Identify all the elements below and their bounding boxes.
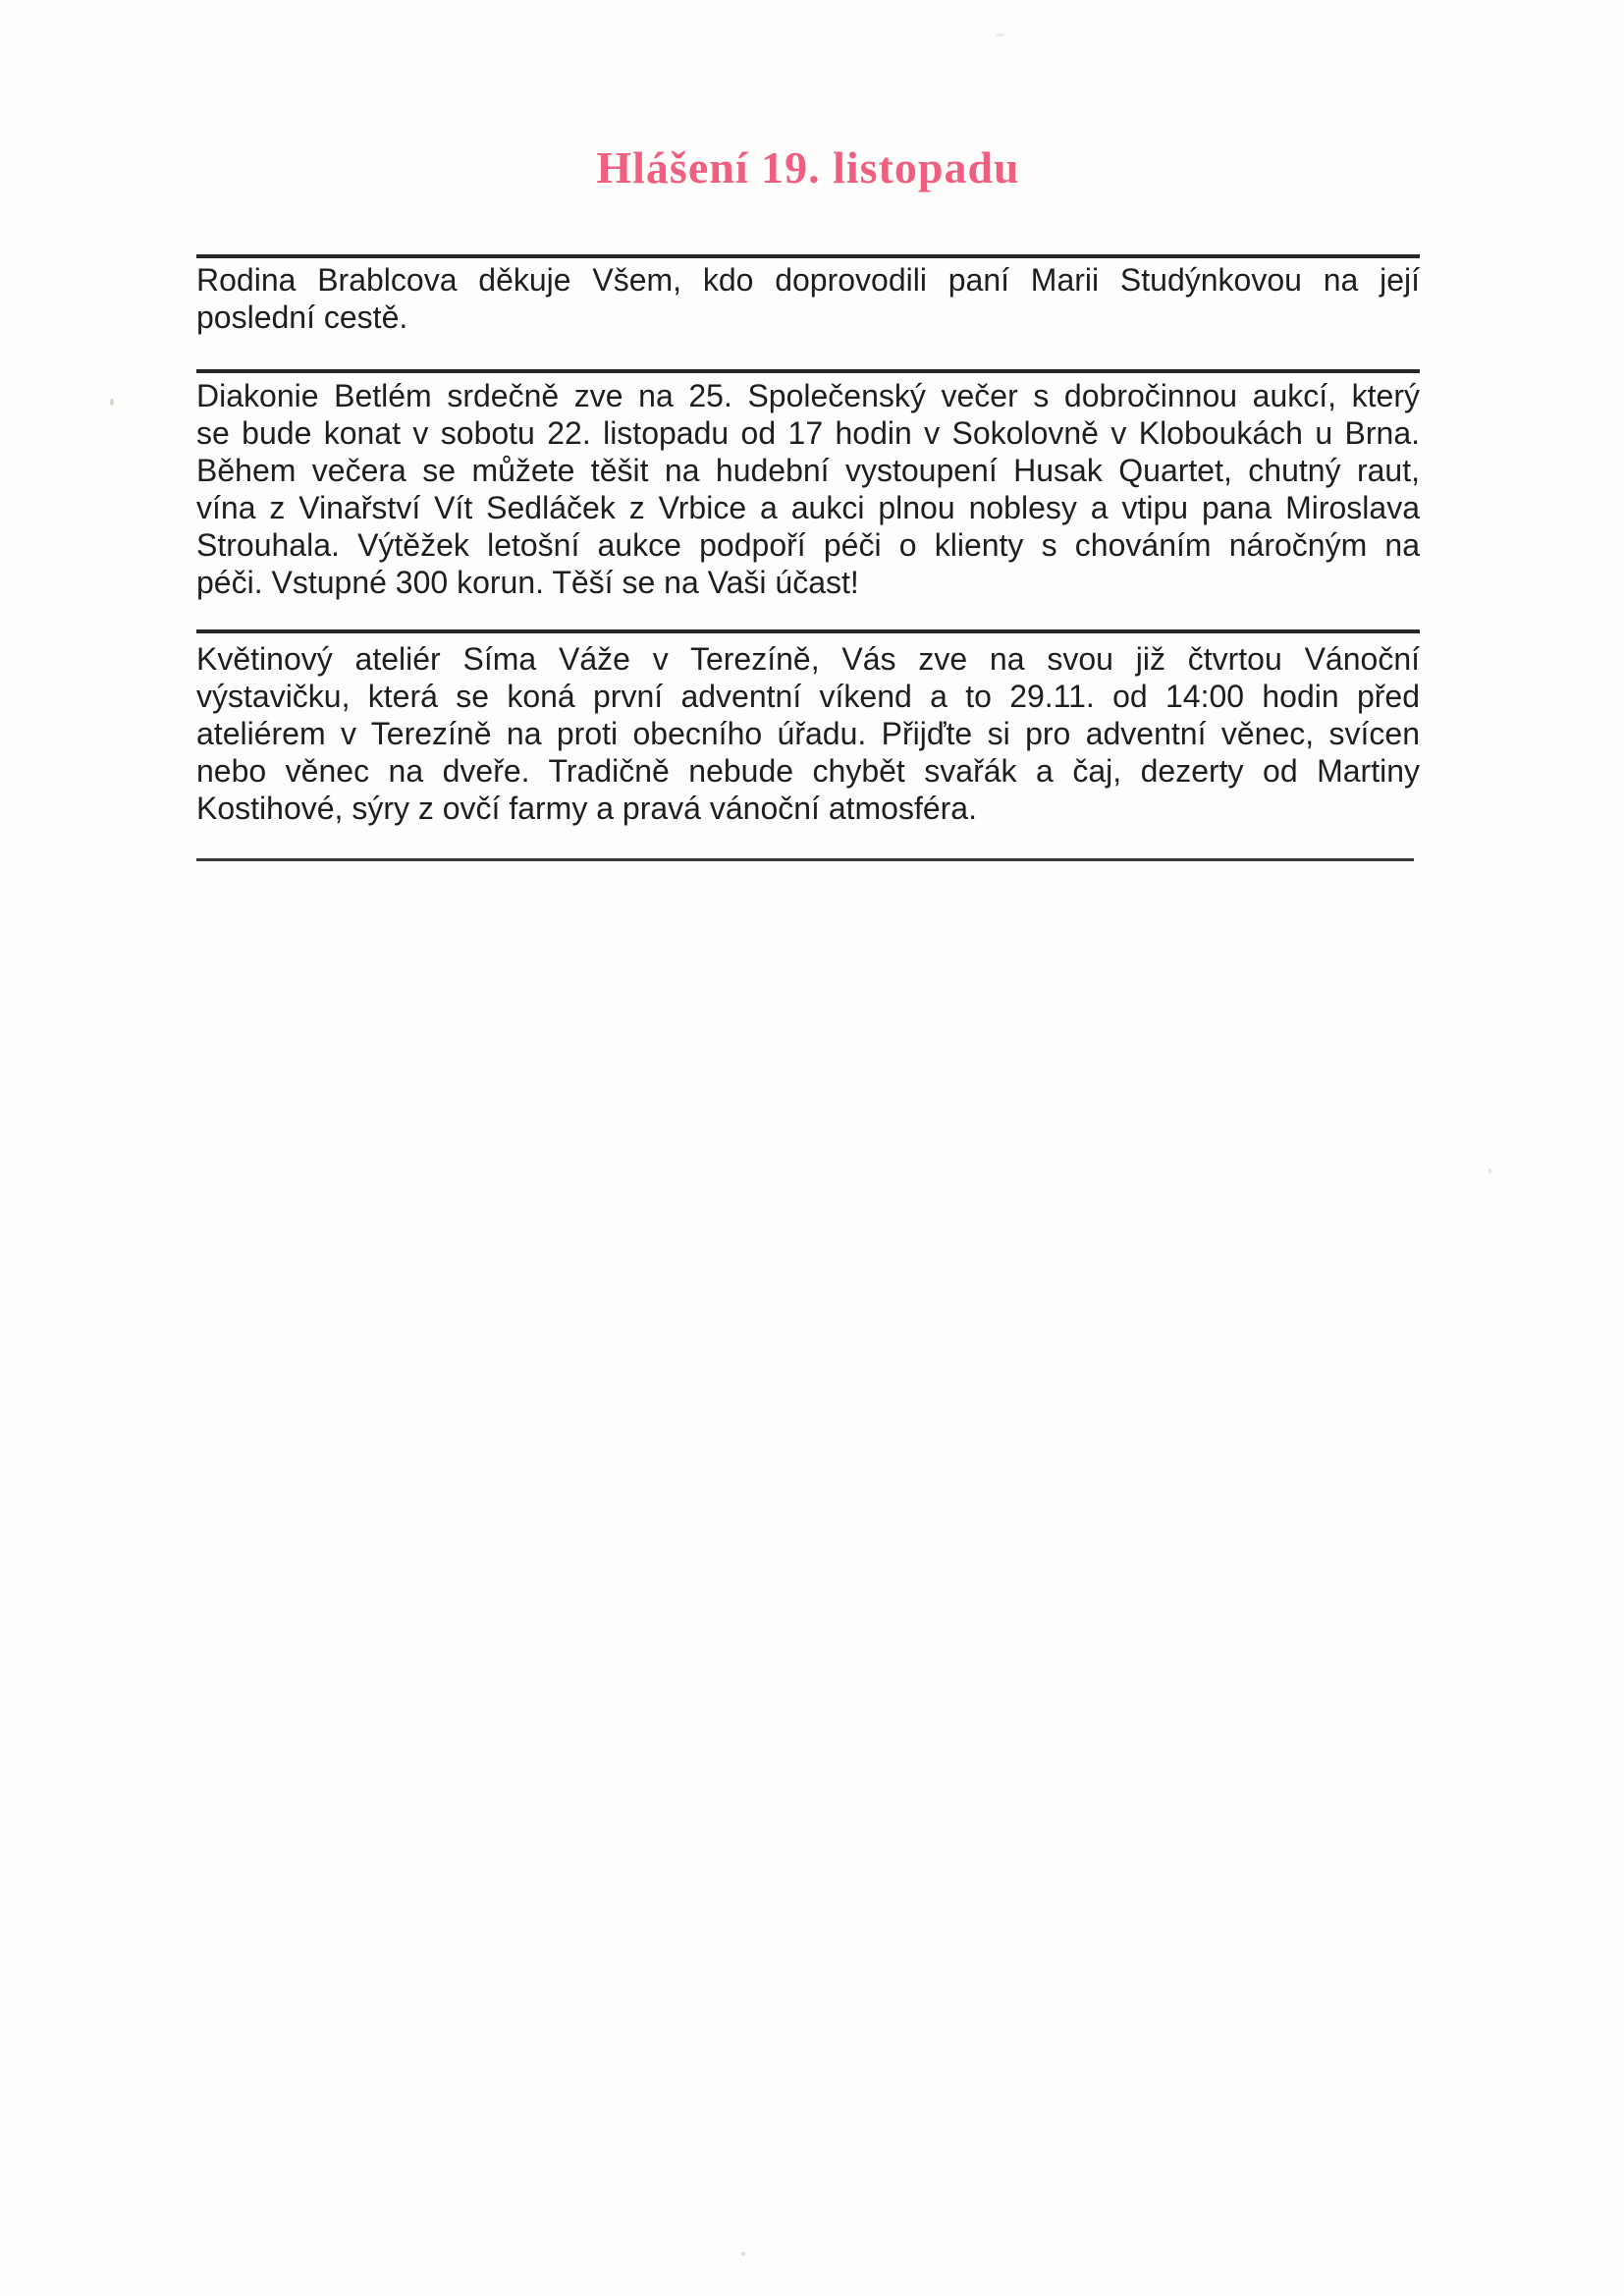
text-line: Během večera se můžete těšit na hudební vystoupení Husak Quartet, chutný raut,	[196, 453, 1420, 488]
text-line: nebo věnec na dveře. Tradičně nebude chybět svařák a čaj, dezerty od Martiny	[196, 753, 1420, 789]
separator-line-3	[196, 629, 1420, 633]
paragraph-diakonie-betlem-event	[196, 377, 1420, 601]
text-line: Strouhala. Výtěžek letošní aukce podpoří péči o klienty s chováním náročným na	[196, 527, 1420, 563]
page-title: Hlášení 19. listopadu	[596, 142, 1020, 192]
scan-noise-speck	[1489, 1169, 1491, 1174]
scan-noise-speck	[110, 399, 114, 406]
text-line: Květinový ateliér Síma Váže v Terezíně, Vás zve na svou již čtvrtou Vánoční	[196, 641, 1420, 677]
text-line: se bude konat v sobotu 22. listopadu od 17 hodin v Sokolovně v Kloboukách u Brna.	[196, 415, 1420, 451]
text-line: Rodina Brablcova děkuje Všem, kdo doprovodili paní Marii Studýnkovou na její	[196, 262, 1420, 298]
paragraph-flower-atelier-event	[196, 640, 1420, 827]
text-line: poslední cestě.	[196, 300, 408, 335]
text-line: Diakonie Betlém srdečně zve na 25. Společenský večer s dobročinnou aukcí, který	[196, 378, 1420, 413]
text-line: Kostihové, sýry z ovčí farmy a pravá vánoční atmosféra.	[196, 791, 977, 826]
text-line: péči. Vstupné 300 korun. Těší se na Vaši účast!	[196, 565, 859, 600]
separator-line-4	[196, 858, 1414, 861]
text-line: ateliérem v Terezíně na proti obecního úřadu. Přijďte si pro adventní věnec, svícen	[196, 716, 1420, 751]
scan-noise-speck	[741, 2252, 745, 2256]
paragraph-thanks-announcement	[196, 261, 1420, 336]
separator-line-2	[196, 369, 1420, 373]
text-line: vína z Vinařství Vít Sedláček z Vrbice a aukci plnou noblesy a vtipu pana Miroslava	[196, 490, 1420, 525]
text-line: výstavičku, která se koná první adventní víkend a to 29.11. od 14:00 hodin před	[196, 679, 1420, 714]
separator-line-1	[196, 254, 1420, 258]
scan-noise-speck	[996, 33, 1004, 36]
